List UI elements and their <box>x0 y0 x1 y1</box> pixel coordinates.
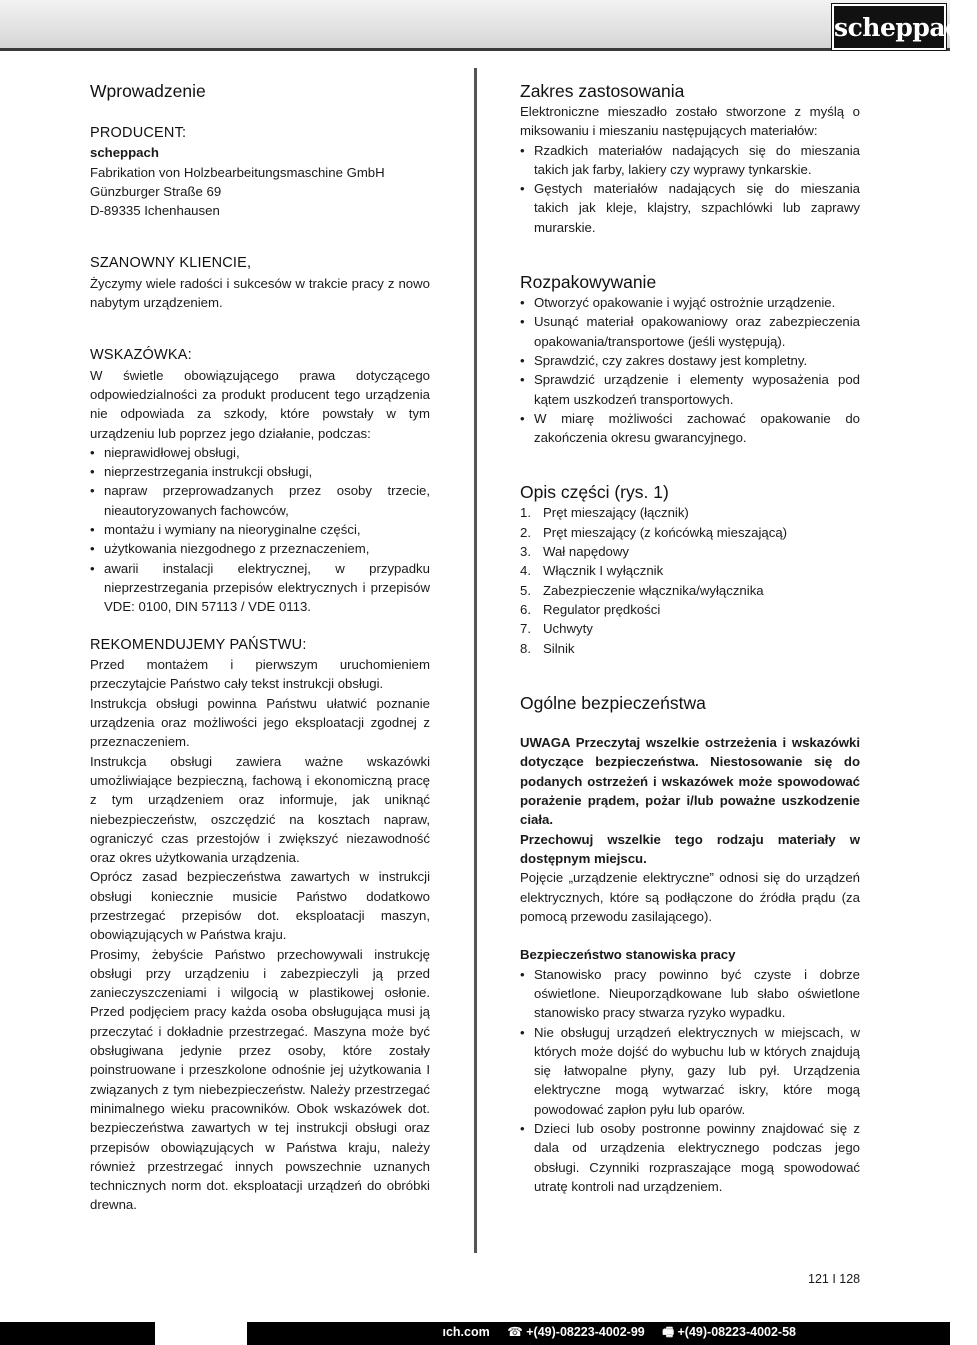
page-number: 121 I 128 <box>808 1272 861 1286</box>
producer-address-line: Günzburger Straße 69 <box>90 183 222 199</box>
list-item: 5. Zabezpieczenie włącznika/wyłącznika <box>520 582 764 598</box>
column-divider <box>474 68 477 1253</box>
safety-warning: UWAGA Przeczytaj wszelkie ostrzeżenia i wskazówki dotyczące bezpieczeństwa. Niestosowanie się do podanych ostrzeżeń i wskazówek może spowodować porażenie prądem, pożar i/lub poważne uszkodzenie ciała. <box>520 735 860 828</box>
list-item: • Nie obsługuj urządzeń elektrycznych w miejscach, w których może dojść do wybuchu lub w których znajdują się łatwopalne płyny, gazy lub pył. Urządzenia elektryczne mogą wytwarzać iskry, które mogą powodować zapłon pyłu lub oparów. <box>520 1023 860 1119</box>
note-text: W świetle obowiązującego prawa dotyczącego odpowiedzialności za produkt producent tego urządzenia nie odpowiada za szkody, które powstały w tym urządzeniu lub poprzez jego działanie, podczas: <box>90 367 430 441</box>
producer-heading: PRODUCENT: <box>90 125 187 141</box>
list-item: • W miarę możliwości zachować opakowanie do zakończenia okresu gwarancyjnego. <box>520 409 860 448</box>
recommend-paragraph: Instrukcja obsługi powinna Państwu ułatwić poznanie urządzenia oraz możliwości jego eksploatacji zgodnej z przeznaczeniem. <box>90 695 430 750</box>
list-item: • Sprawdzić, czy zakres dostawy jest kompletny. <box>520 351 860 370</box>
list-item: • montażu i wymiany na nieoryginalne części, <box>90 520 430 539</box>
recommend-paragraph: Przed montażem i pierwszym uruchomieniem przeczytajcie Państwo cały tekst instrukcji obsługi. <box>90 657 430 692</box>
footer-phone: ☎ +(49)-08223-4002-99 <box>507 1325 645 1339</box>
note-list <box>90 443 430 617</box>
scheppach-logo: scheppach <box>832 4 946 50</box>
footer-contact <box>428 1322 796 1345</box>
scope-list <box>520 141 860 237</box>
section-title-unpacking: Rozpakowywanie <box>520 272 657 293</box>
left-column <box>90 80 430 1215</box>
list-item: 2. Pręt mieszający (z końcówką mieszającą) <box>520 524 788 540</box>
list-item: 6. Regulator prędkości <box>520 601 661 617</box>
producer-address-line: Fabrikation von Holzbearbeitungsmaschine GmbH <box>90 164 385 180</box>
list-item: • Sprawdzić urządzenie i elementy wyposażenia pod kątem uszkodzeń transportowych. <box>520 370 860 409</box>
dear-customer-text: Życzymy wiele radości i sukcesów w trakcie pracy z nowo nabytym urządzeniem. <box>90 275 430 311</box>
recommend-paragraph: Oprócz zasad bezpieczeństwa zawartych w instrukcji obsługi koniecznie musicie Państwo dodatkowo przestrzegać przepisów dot. eksploatacji maszyn, obowiązujących w Państwa kraju. <box>90 869 430 943</box>
producer-name: scheppach <box>90 145 159 161</box>
safety-definition: Pojęcie „urządzenie elektryczne” odnosi się do urządzeń elektrycznych, które są podłączone do źródła prądu (za pomocą przewodu zasilającego). <box>520 870 860 924</box>
list-item: • nieprawidłowej obsługi, <box>90 443 430 462</box>
scope-intro: Elektroniczne mieszadło zostało stworzone z myślą o miksowaniu i mieszaniu następujących materiałów: <box>520 104 860 139</box>
list-item: • Gęstych materiałów nadających się do mieszania takich jak kleje, klajstry, szpachlówki lub zaprawy murarskie. <box>520 179 860 237</box>
dear-customer-heading: SZANOWNY KLIENCIE, <box>90 255 252 272</box>
list-item: • użytkowania niezgodnego z przeznaczeniem, <box>90 539 430 558</box>
list-item: • Rzadkich materiałów nadających się do mieszania takich jak farby, lakiery czy wyprawy tynkarskie. <box>520 141 860 180</box>
section-title-safety: Ogólne bezpieczeństwa <box>520 692 706 713</box>
list-item: 7. Uchwyty <box>520 621 593 637</box>
recommend-paragraph: Instrukcja obsługi zawiera ważne wskazówki umożliwiające bezpieczną, fachową i ekonomiczną pracę z tym urządzeniem oraz informuje, jak uniknąć niebezpieczeństw, oszczędzić na kosztach napraw, ograniczyć czas przestojów i zwiększyć niezawodność oraz okres użytkowania urządzenia. <box>90 753 430 866</box>
list-item: 3. Wał napędowy <box>520 544 630 560</box>
safety-keep-note: Przechowuj wszelkie tego rodzaju materiały w dostępnym miejscu. <box>520 831 860 866</box>
recommend-heading: REKOMENDUJEMY PAŃSTWU: <box>90 636 307 653</box>
list-item: • nieprzestrzegania instrukcji obsługi, <box>90 462 430 481</box>
parts-list <box>520 503 860 657</box>
list-item: 1. Pręt mieszający (łącznik) <box>520 505 689 521</box>
list-item: • Otworzyć opakowanie i wyjąć ostrożnie urządzenie. <box>520 293 860 312</box>
list-item: • Dzieci lub osoby postronne powinny znajdować się z dala od urządzenia elektrycznego podczas jego obsługi. Czynniki rozpraszające mogą spowodować utratę kontroli nad urządzeniem. <box>520 1119 860 1196</box>
recommend-paragraph: Prosimy, żebyście Państwo przechowywali instrukcję obsługi przy urządzeniu i zabezpieczyli ją przed zanieczyszczeniami i wilgocią w plastikowej osłonie. Przed podjęciem pracy każda osoba obsługująca musi ją przeczytać i dokładnie przestrzegać. Maszyna może być obsługiwana jedynie przez osoby, które zostały poinstruowane i przeszkolone odnośnie jej użytkowania I związanych z tym niebezpieczeństw. Należy przestrzegać minimalnego wieku pracowników. Obok wskazówek dot. bezpieczeństwa zawartych w tej instrukcji obsługi oraz przepisów obowiązujących w Państwa kraju, należy również przestrzegać innych powszechnie uznanych technicznych norm dot. eksploatacji urządzeń do obróbki drewna. <box>90 946 430 1213</box>
list-item: 8. Silnik <box>520 640 575 656</box>
list-item: • Usunąć materiał opakowaniowy oraz zabezpieczenia opakowania/transportowe (jeśli występują). <box>520 312 860 351</box>
list-item: • Stanowisko pracy powinno być czyste i dobrze oświetlone. Nieuporządkowane lub słabo oświetlone stanowisko pracy stwarza ryzyko wypadku. <box>520 965 860 1023</box>
footer-white-block <box>155 1322 247 1345</box>
footer-fax: 🖷 +(49)-08223-4002-58 <box>662 1325 796 1339</box>
workplace-heading: Bezpieczeństwo stanowiska pracy <box>520 947 736 963</box>
header-band <box>0 0 950 51</box>
list-item: • awarii instalacji elektrycznej, w przypadku nieprzestrzegania przepisów elektrycznych i przepisów VDE: 0100, DIN 57113 / VDE 0113. <box>90 559 430 617</box>
unpacking-list <box>520 293 860 447</box>
section-title-scope: Zakres zastosowania <box>520 81 685 101</box>
section-title-introduction: Wprowadzenie <box>90 81 206 101</box>
list-item: • napraw przeprowadzanych przez osoby trzecie, nieautoryzowanych fachowców, <box>90 481 430 520</box>
right-column <box>520 80 860 1196</box>
footer-website[interactable]: ıch.com <box>442 1325 490 1339</box>
producer-address-line: D-89335 Ichenhausen <box>90 203 220 219</box>
list-item: 4. Włącznik I wyłącznik <box>520 563 664 579</box>
workplace-list <box>520 965 860 1197</box>
note-heading: WSKAZÓWKA: <box>90 347 192 364</box>
section-title-parts: Opis części (rys. 1) <box>520 482 669 503</box>
